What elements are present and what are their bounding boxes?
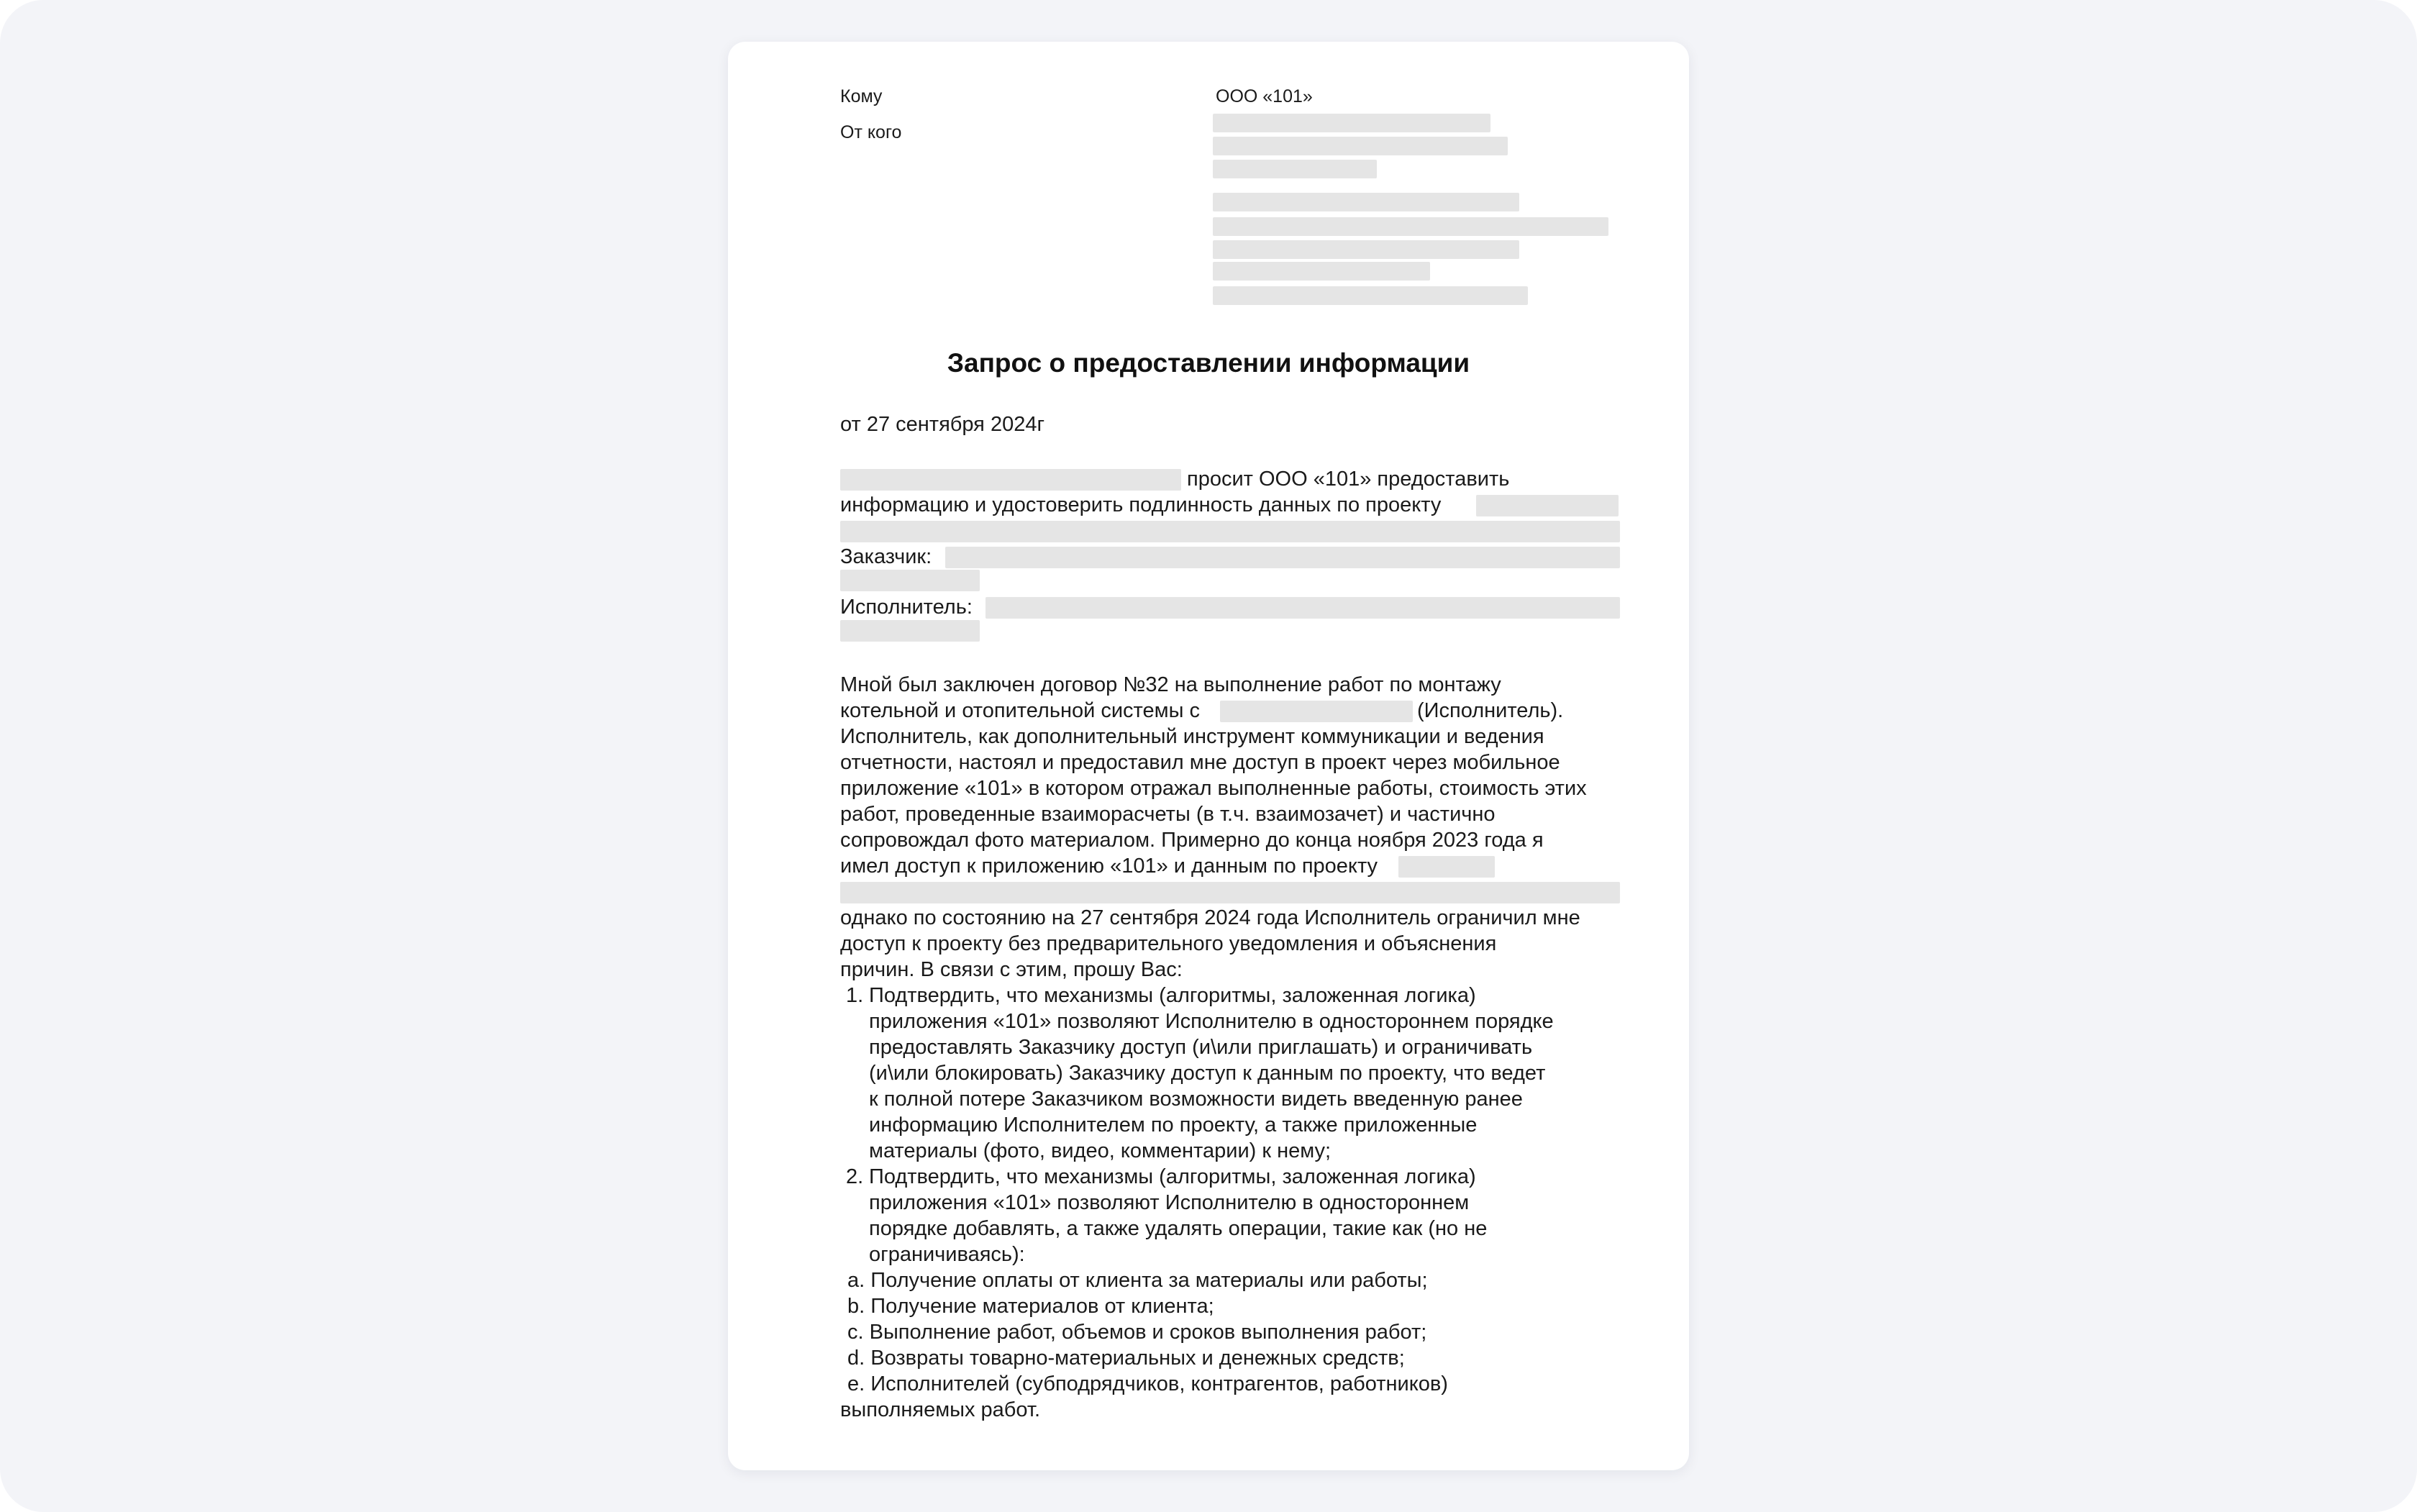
redacted-block (1213, 286, 1528, 305)
sub-list-item: d. Возвраты товарно-материальных и денежных средств; (847, 1347, 1405, 1370)
redacted-block (840, 882, 1620, 903)
document-page (728, 42, 1689, 1470)
list-item-line: Подтвердить, что механизмы (алгоритмы, заложенная логика) (869, 1165, 1476, 1188)
redacted-block (1213, 114, 1490, 132)
list-item-line: материалы (фото, видео, комментарии) к нему; (869, 1139, 1332, 1162)
body-line: (Исполнитель). (1417, 699, 1564, 722)
redacted-block (1213, 137, 1508, 155)
redacted-block (945, 547, 1620, 568)
redacted-block (840, 469, 1181, 491)
list-item-number: 1. (846, 984, 864, 1007)
redacted-block (840, 570, 980, 591)
list-item-line: порядке добавлять, а также удалять операции, такие как (но не (869, 1217, 1488, 1240)
body-line: Исполнитель, как дополнительный инструмент коммуникации и ведения (840, 725, 1544, 748)
list-item-line: к полной потере Заказчиком возможности видеть введенную ранее (869, 1088, 1523, 1111)
to-label: Кому (840, 86, 883, 106)
body-line: приложение «101» в котором отражал выполненные работы, стоимость этих (840, 777, 1587, 800)
body-line: имел доступ к приложению «101» и данным по проекту (840, 855, 1378, 878)
document-date: от 27 сентября 2024г (840, 413, 1045, 436)
redacted-block (840, 620, 980, 642)
redacted-block (1213, 160, 1377, 178)
list-tail: выполняемых работ. (840, 1398, 1041, 1421)
redacted-block (1220, 701, 1413, 722)
from-label: От кого (840, 122, 902, 142)
to-value: ООО «101» (1216, 86, 1313, 106)
redacted-block (840, 521, 1620, 542)
list-item-line: приложения «101» позволяют Исполнителю в одностороннем (869, 1191, 1470, 1214)
list-item-line: (и\или блокировать) Заказчику доступ к данным по проекту, что ведет (869, 1062, 1546, 1085)
sub-list-item: e. Исполнителей (субподрядчиков, контрагентов, работников) (847, 1372, 1448, 1395)
list-item-line: Подтвердить, что механизмы (алгоритмы, заложенная логика) (869, 984, 1476, 1007)
customer-label: Заказчик: (840, 545, 932, 568)
body-line: сопровождал фото материалом. Примерно до конца ноября 2023 года я (840, 829, 1544, 852)
list-item-line: информацию Исполнителем по проекту, а также приложенные (869, 1113, 1478, 1137)
sub-list-item: c. Выполнение работ, объемов и сроков выполнения работ; (847, 1321, 1427, 1344)
redacted-block (1398, 856, 1495, 878)
list-item-line: ограничиваясь): (869, 1243, 1025, 1266)
intro-line-2: информацию и удостоверить подлинность данных по проекту (840, 493, 1442, 516)
body-line: работ, проведенные взаиморасчеты (в т.ч. взаимозачет) и частично (840, 803, 1496, 826)
body-line: отчетности, настоял и предоставил мне доступ в проект через мобильное (840, 751, 1560, 774)
intro-line-1: просит ООО «101» предоставить (1187, 468, 1510, 491)
executor-label: Исполнитель: (840, 596, 973, 619)
redacted-block (1213, 240, 1519, 259)
body-line: доступ к проекту без предварительного уведомления и объяснения (840, 932, 1497, 955)
list-item-number: 2. (846, 1165, 864, 1188)
redacted-block (1213, 262, 1430, 281)
body-line: причин. В связи с этим, прошу Вас: (840, 958, 1183, 981)
redacted-block (986, 597, 1620, 619)
sub-list-item: a. Получение оплаты от клиента за материалы или работы; (847, 1269, 1428, 1292)
redacted-block (1213, 217, 1608, 236)
document-title: Запрос о предоставлении информации (947, 348, 1470, 378)
redacted-block (1476, 495, 1619, 516)
body-line: котельной и отопительной системы с (840, 699, 1200, 722)
body-line: Мной был заключен договор №32 на выполнение работ по монтажу (840, 673, 1501, 696)
list-item-line: предоставлять Заказчику доступ (и\или приглашать) и ограничивать (869, 1036, 1533, 1059)
body-line: однако по состоянию на 27 сентября 2024 года Исполнитель ограничил мне (840, 906, 1580, 929)
list-item-line: приложения «101» позволяют Исполнителю в одностороннем порядке (869, 1010, 1554, 1033)
sub-list-item: b. Получение материалов от клиента; (847, 1295, 1214, 1318)
redacted-block (1213, 193, 1519, 211)
